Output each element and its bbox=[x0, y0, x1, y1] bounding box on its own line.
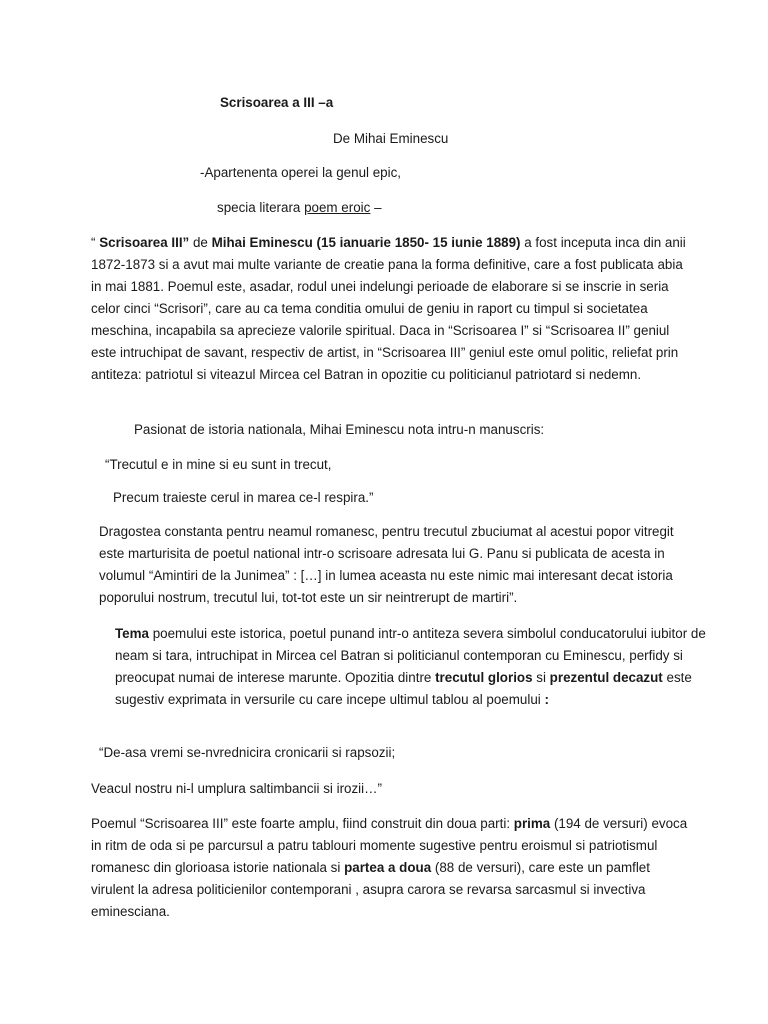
p1-de: de bbox=[189, 235, 212, 250]
species-line bbox=[217, 197, 382, 219]
p4-colon: : bbox=[544, 692, 549, 707]
p5-bold-prima: prima bbox=[513, 816, 551, 831]
p1-bold-dates: (15 ianuarie 1850- 15 iunie 1889) bbox=[316, 235, 521, 250]
p5-bold-partea: partea a doua bbox=[344, 860, 432, 875]
p4-body-2: este sugestiv exprimata in versurile cu care incepe ultimul tablou al poemului bbox=[115, 670, 692, 707]
p5-body-3: (88 de versuri), care este un pamflet virulent la adresa politicienilor contemporani , asupra carora se revarsa sarcasmul si invectiva eminesciana. bbox=[91, 860, 650, 919]
author-line: De Mihai Eminescu bbox=[333, 131, 449, 146]
species-suffix: – bbox=[370, 200, 382, 215]
verse-line-2: Precum traieste cerul in marea ce-l respira.” bbox=[113, 490, 374, 505]
p4-body-1: poemului este istorica, poetul punand intr-o antiteza severa simbolul conducatorului iubitor de neam si tara, intruchipat in Mircea cel Batran si politicianul contemporan cu Eminescu, perfidy si preocupat numai de interese marunte. Opozitia dintre bbox=[115, 626, 706, 685]
verse-line-4: Veacul nostru ni-l umplura saltimbancii si irozii…” bbox=[91, 781, 382, 796]
p1-quote: “ bbox=[91, 235, 100, 250]
genre-line: -Apartenenta operei la genul epic, bbox=[200, 165, 401, 180]
p5-body-1: Poemul “Scrisoarea III” este foarte amplu, fiind construit din doua parti: bbox=[91, 816, 514, 831]
paragraph-intro bbox=[91, 232, 691, 386]
p1-bold-title: Scrisoarea III” bbox=[99, 235, 190, 250]
p4-bold-prezentul: prezentul decazut bbox=[549, 670, 663, 685]
p4-bold-trecutul: trecutul glorios bbox=[435, 670, 533, 685]
species-link: poem eroic bbox=[304, 200, 371, 215]
species-prefix: specia literara bbox=[217, 200, 305, 215]
document-title: Scrisoarea a III –a bbox=[220, 95, 334, 110]
paragraph-tema bbox=[91, 623, 715, 711]
verse-line-3: “De-asa vremi se-nvrednicira cronicarii si rapsozii; bbox=[99, 745, 396, 760]
verse-line-1: “Trecutul e in mine si eu sunt in trecut, bbox=[105, 457, 332, 472]
paragraph-structure bbox=[91, 813, 691, 923]
paragraph-dragostea: Dragostea constanta pentru neamul romanesc, pentru trecutul zbuciumat al acestui popor vitregit este marturisita de poetul national intr-o scrisoare adresata lui G. Panu si publicata de acesta in volumul “Amintiri de la Junimea” : […] in lumea aceasta nu este nimic mai interesant decat istoria poporului nostrum, trecutul lui, tot-tot este un sir neintrerupt de martiri”. bbox=[99, 524, 674, 605]
p4-bold-tema: Tema bbox=[115, 626, 149, 641]
p1-bold-author: Mihai Eminescu bbox=[211, 235, 313, 250]
p4-si: si bbox=[532, 670, 550, 685]
p5-body-2: (194 de versuri) evoca in ritm de oda si pe parcursul a patru tablouri momente sugestive pentru eroismul si patriotismul romanesc din glorioasa istorie nationala si bbox=[91, 816, 688, 875]
p1-body: a fost inceputa inca din anii 1872-1873 si a avut mai multe variante de creatie pana la forma definitive, care a fost publicata abia in mai 1881. Poemul este, asadar, rodul unei indelungi perioade de elaborare si se inscrie in seria celor cinci “Scrisori”, care au ca tema conditia omului de geniu in raport cu timpul si societatea meschina, incapabila sa aprecieze valorile spiritual. Daca in “Scrisoarea I” si “Scrisoarea II” geniul este intruchipat de savant, respectiv de artist, in “Scrisoarea III” geniul este omul politic, reliefat prin antiteza: patriotul si viteazul Mircea cel Batran in opozitie cu politicianul patriotard si nedemn. bbox=[91, 235, 686, 382]
paragraph-manuscript: Pasionat de istoria nationala, Mihai Eminescu nota intru-n manuscris: bbox=[134, 422, 545, 437]
